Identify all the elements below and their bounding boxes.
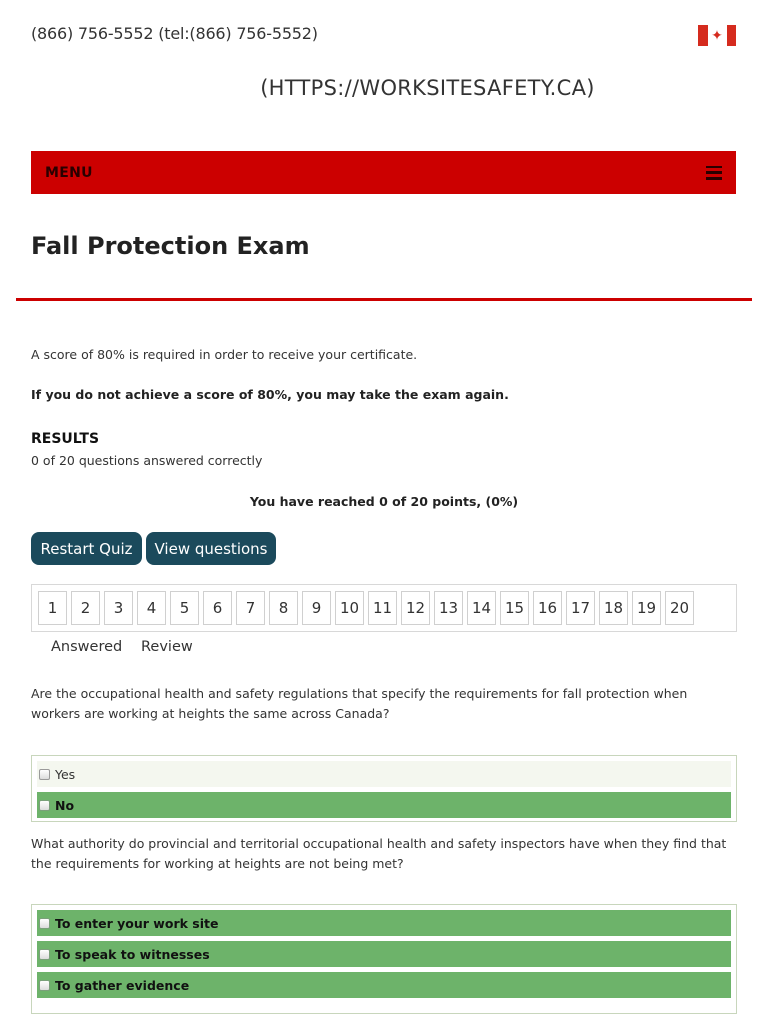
restart-quiz-button[interactable]: Restart Quiz	[31, 532, 142, 565]
answer-option-yes[interactable]	[37, 761, 731, 787]
answer-option-no[interactable]	[37, 792, 731, 818]
flag-center	[708, 25, 727, 46]
answer-label: Yes	[55, 766, 76, 782]
flag-right-bar	[727, 25, 737, 46]
legend-answered: Answered	[51, 639, 123, 655]
answer-label: To speak to witnesses	[55, 946, 210, 962]
title-divider	[16, 298, 752, 301]
question-nav-item[interactable]: 17	[566, 591, 595, 625]
question-text: Are the occupational health and safety regulations that specify the requirements for fall protection when workers are working at heights the same across Canada?	[31, 686, 688, 721]
page-title: Fall Protection Exam	[31, 232, 310, 260]
results-heading: RESULTS	[31, 431, 100, 447]
hamburger-icon[interactable]	[706, 166, 722, 180]
canada-flag-icon[interactable]	[698, 25, 736, 46]
points-summary: You have reached 0 of 20 points, (0%)	[249, 494, 519, 509]
question-nav-item[interactable]: 13	[434, 591, 463, 625]
phone-link[interactable]: (866) 756-5552 (tel:(866) 756-5552)	[31, 24, 318, 43]
question-nav-item[interactable]: 1	[38, 591, 67, 625]
question-text: What authority do provincial and territorial occupational health and safety inspectors have when they find that the requirements for working at heights are not being met?	[31, 836, 727, 871]
menu-bar[interactable]	[31, 151, 736, 194]
question-nav-item[interactable]: 14	[467, 591, 496, 625]
legend-review: Review	[141, 639, 193, 655]
question-nav-item[interactable]: 16	[533, 591, 562, 625]
checkbox-icon[interactable]	[39, 980, 50, 991]
answer-label: To enter your work site	[55, 915, 219, 931]
question-nav-item[interactable]: 10	[335, 591, 364, 625]
question-nav-item[interactable]: 8	[269, 591, 298, 625]
question-nav-item[interactable]: 18	[599, 591, 628, 625]
flag-left-bar	[698, 25, 708, 46]
answer-option-speak-to-witnesses[interactable]	[37, 941, 731, 967]
answer-label: To gather evidence	[55, 977, 190, 993]
view-questions-button[interactable]: View questions	[146, 532, 276, 565]
answer-label: No	[55, 797, 75, 813]
answer-list	[31, 755, 737, 822]
question-nav-item[interactable]: 9	[302, 591, 331, 625]
score-requirement-text: A score of 80% is required in order to receive your certificate.	[31, 347, 418, 362]
site-link[interactable]: (HTTPS://WORKSITESAFETY.CA)	[260, 76, 595, 100]
maple-leaf-icon: ✦	[711, 27, 723, 44]
results-answered-text: 0 of 20 questions answered correctly	[31, 453, 263, 468]
question-nav-item[interactable]: 11	[368, 591, 397, 625]
question-nav-item[interactable]: 20	[665, 591, 694, 625]
question-nav-item[interactable]: 19	[632, 591, 661, 625]
question-nav-item[interactable]: 7	[236, 591, 265, 625]
answer-option-gather-evidence[interactable]	[37, 972, 731, 998]
question-nav-item[interactable]: 3	[104, 591, 133, 625]
checkbox-icon[interactable]	[39, 769, 50, 780]
answer-list	[31, 904, 737, 1014]
checkbox-icon[interactable]	[39, 800, 50, 811]
question-nav-item[interactable]: 2	[71, 591, 100, 625]
checkbox-icon[interactable]	[39, 918, 50, 929]
checkbox-icon[interactable]	[39, 949, 50, 960]
question-nav-item[interactable]: 6	[203, 591, 232, 625]
menu-label: MENU	[45, 164, 93, 181]
answer-option-enter-work-site[interactable]	[37, 910, 731, 936]
question-nav-item[interactable]: 15	[500, 591, 529, 625]
question-navigator	[31, 584, 737, 632]
question-nav-item[interactable]: 4	[137, 591, 166, 625]
question-nav-item[interactable]: 5	[170, 591, 199, 625]
retake-notice-text: If you do not achieve a score of 80%, you may take the exam again.	[31, 387, 509, 402]
question-nav-item[interactable]: 12	[401, 591, 430, 625]
